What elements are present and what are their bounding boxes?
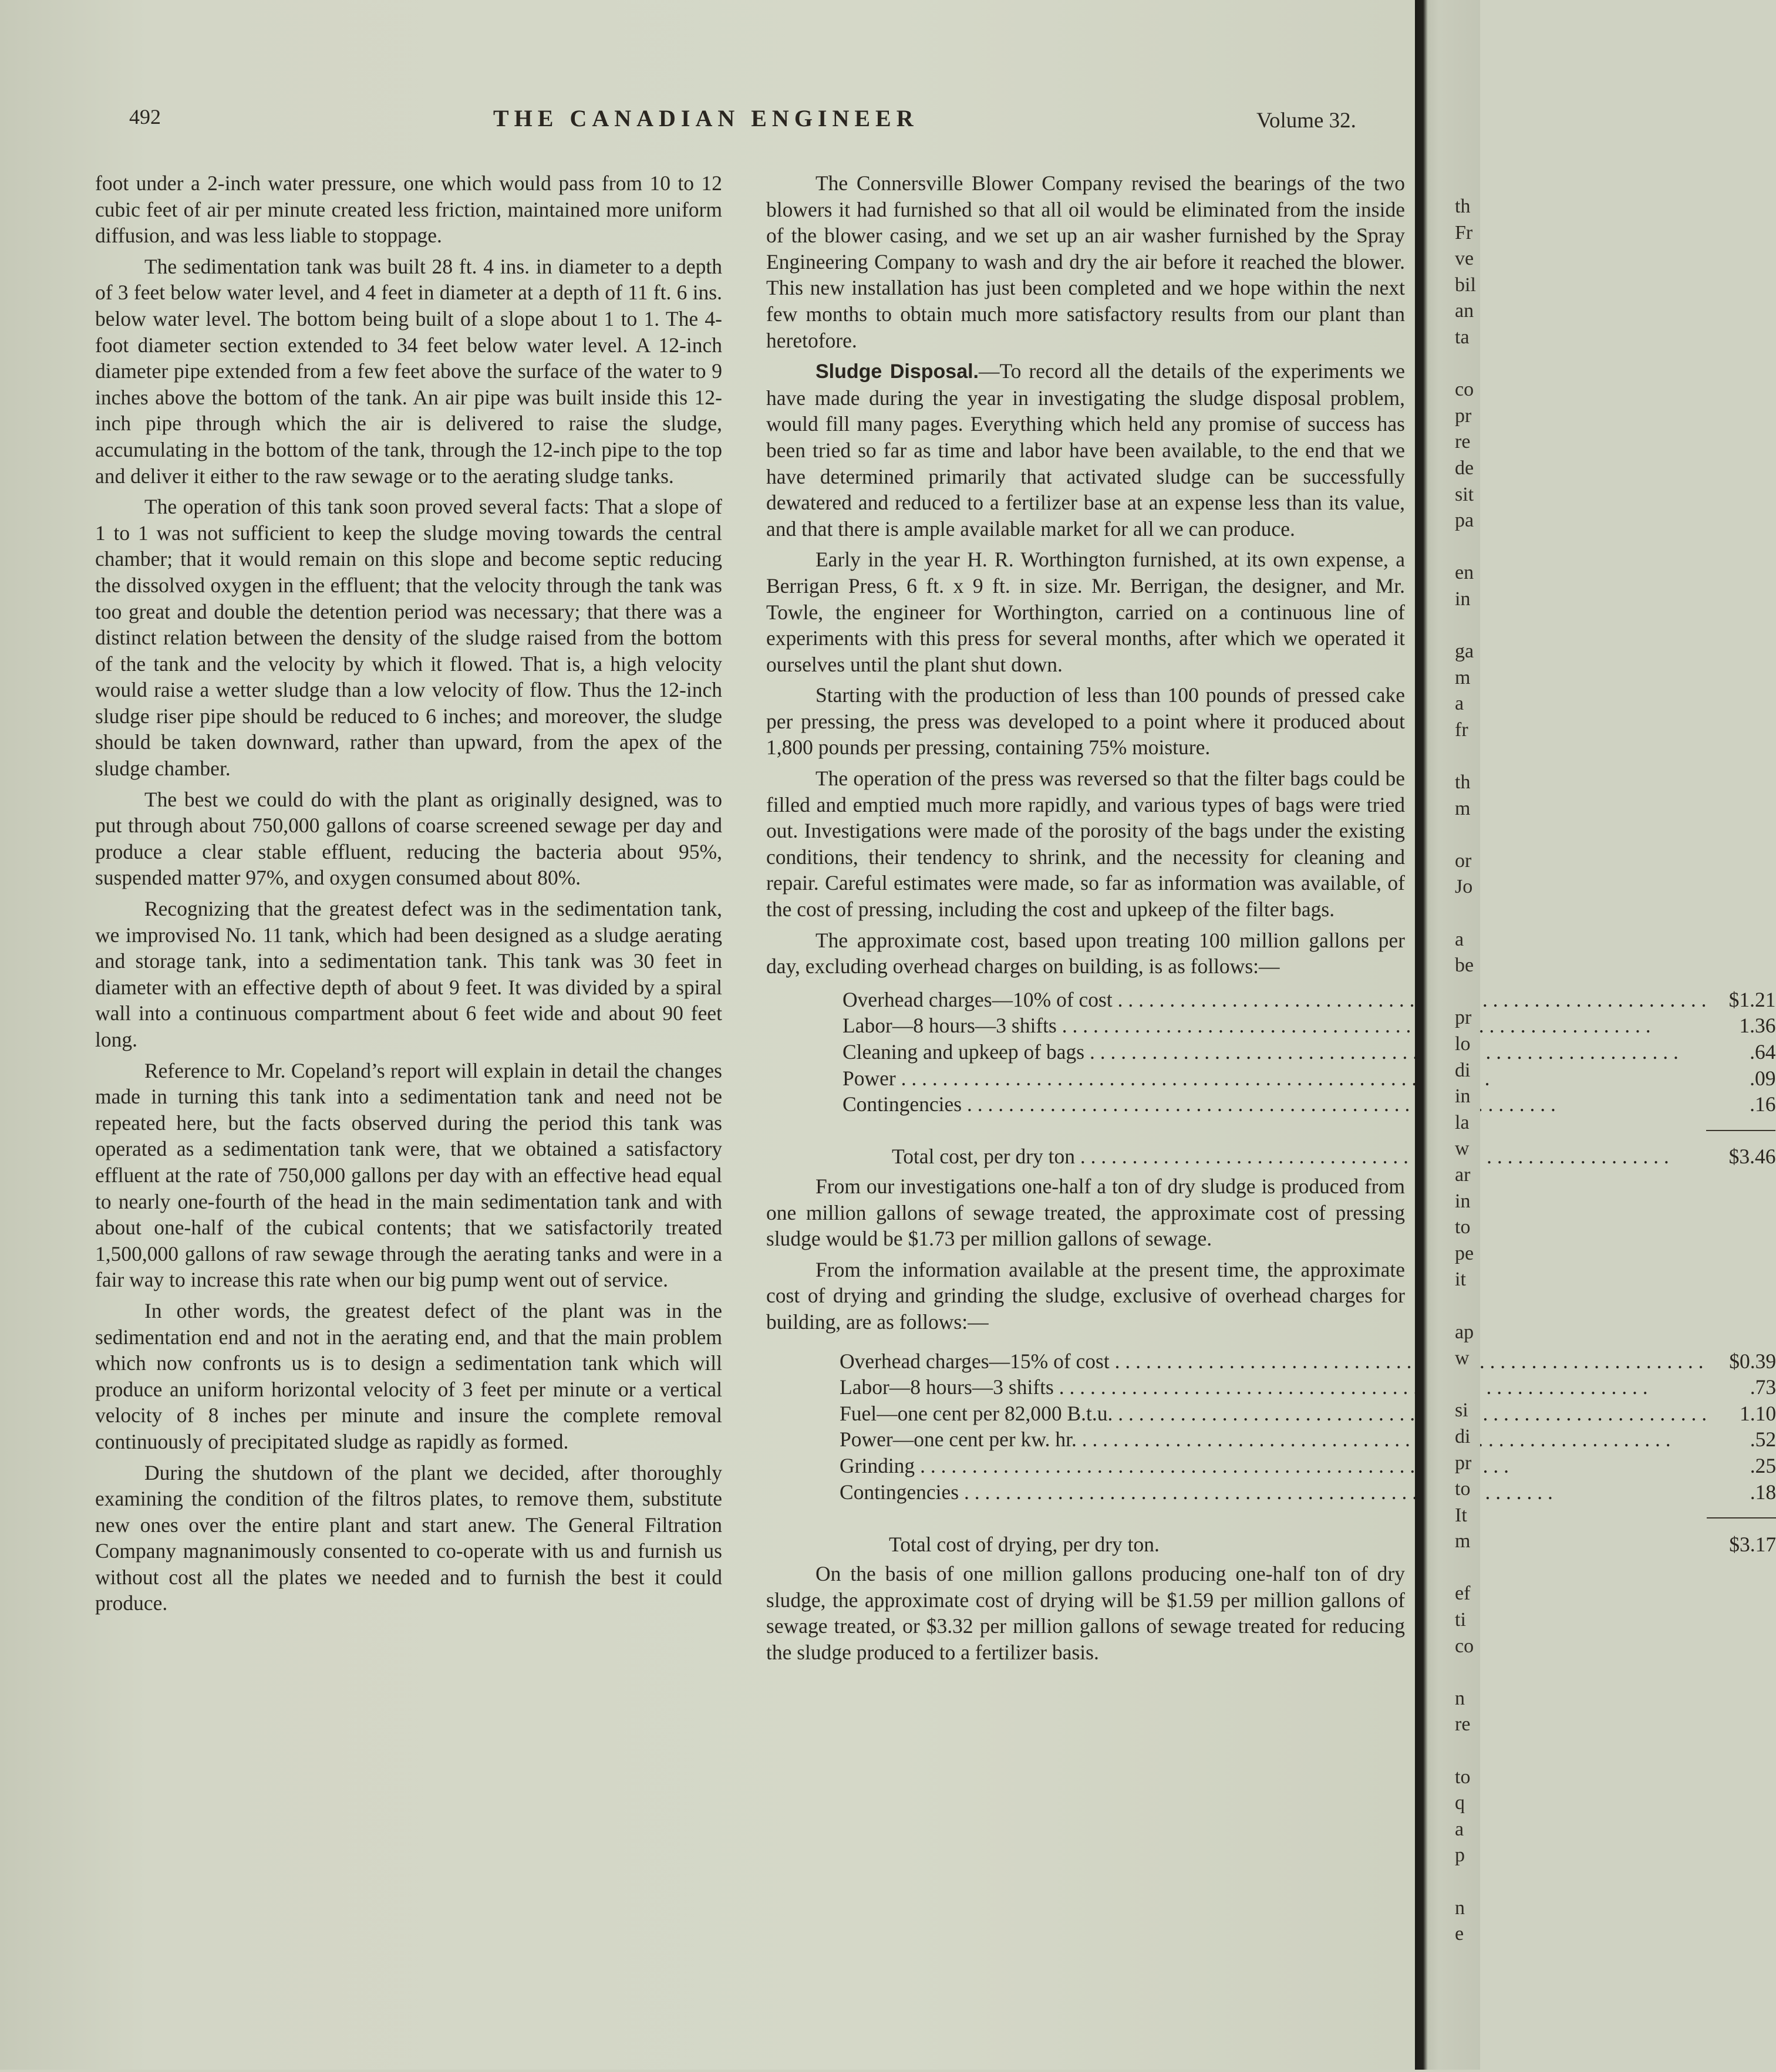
cost-item-amount: .25: [1750, 1453, 1776, 1477]
cost-item-label: Labor—8 hours—3 shifts: [842, 1014, 1057, 1038]
edge-fragment: ap: [1455, 1321, 1474, 1343]
paragraph: On the basis of one million gallons producing one-half ton of dry sludge, the approximate cost of drying will be $1.59 per million gallons of sewage treated, or $3.32 per million gallons of sewage treated for reducing the sludge produced to a fertilizer basis.: [766, 1562, 1405, 1665]
cost-item-amount: $1.21: [1728, 987, 1776, 1011]
total-rule: [842, 1118, 1775, 1144]
edge-fragment: pr: [1455, 404, 1472, 427]
volume-label: Volume 32.: [1256, 109, 1356, 133]
edge-fragment: [1455, 900, 1480, 927]
paragraph: The Connersville Blower Company revised the bearings of the two blowers it had furnished so that all oil would be eliminated from the inside of the blower casing, and we set up an air washer furnished by the Spray Engineering Company to wash and dry the air before it reached the blower. This new installation has just been completed and we hope within the next few months to obtain much more satisfactory results from our plant than heretofore.: [766, 171, 1405, 352]
edge-fragment: [1455, 822, 1480, 848]
edge-fragment: th: [1455, 195, 1471, 217]
edge-fragment: pr: [1455, 1452, 1472, 1474]
table-row: [842, 987, 1775, 1013]
leader-dots: [1110, 1349, 1704, 1373]
edge-fragment: fr: [1455, 718, 1468, 741]
edge-fragment: pe: [1455, 1242, 1474, 1264]
paragraph: The operation of the press was reversed so that the filter bags could be filled and emptied much more rapidly, and various types of bags were tried out. Investigations were made of the porosity of the bags under the existing conditions, their tendency to shrink, and the necessity for cleaning and repair. Careful estimates were made, so far as information was available, of the cost of pressing, including the cost and upkeep of the filter bags.: [766, 767, 1405, 922]
edge-fragment: ta: [1455, 326, 1470, 348]
section-heading: Sludge Disposal.: [815, 360, 979, 383]
edge-fragment: m: [1455, 1530, 1471, 1553]
edge-fragment: a: [1455, 693, 1464, 715]
leader-dots: [1113, 988, 1707, 1011]
edge-fragment: m: [1455, 666, 1471, 689]
edge-fragment: [1455, 613, 1480, 639]
cost-item-label: Overhead charges—15% of cost: [840, 1349, 1110, 1373]
total-amount: $3.46: [1728, 1145, 1776, 1169]
table-row: [840, 1479, 1776, 1506]
total-rule: [840, 1505, 1776, 1531]
paragraph: From our investigations one-half a ton of dry sludge is produced from one million gallons of sewage treated, the approximate cost of pressing sludge would be $1.73 per million gallons of sewage.: [766, 1174, 1405, 1251]
total-label: Total cost, per dry ton: [892, 1145, 1076, 1169]
edge-fragment: q: [1455, 1792, 1465, 1814]
edge-fragment: ve: [1455, 248, 1474, 270]
edge-fragment: m: [1455, 797, 1471, 819]
edge-fragment: [1455, 534, 1480, 561]
edge-fragment: be: [1455, 954, 1474, 977]
edge-fragment: w: [1455, 1138, 1470, 1160]
edge-fragment: sit: [1455, 483, 1474, 505]
paragraph: Recognizing that the greatest defect was in the sedimentation tank, we improvised No. 11 tank, which had been designed as a sludge aerating and storage tank, into a sedimentation tank. This tank was 30 feet in diameter with an effective depth of about 9 feet. It was divided by a spiral wall into a continuous compartment about 6 feet wide and about 90 feet long.: [95, 897, 722, 1051]
edge-fragment: ga: [1455, 640, 1474, 663]
cost-item-amount: 1.10: [1740, 1401, 1776, 1425]
table-row: [842, 1091, 1775, 1118]
edge-fragment: di: [1455, 1059, 1471, 1081]
edge-fragment: co: [1455, 379, 1474, 401]
cost-item-amount: .09: [1750, 1066, 1776, 1090]
paragraph: During the shutdown of the plant we decided, after thoroughly examining the condition of the filtros plates, to remove them, substitute new ones over the entire plant and start anew. The General Filtration Company magnanimously consented to co-operate with us and furnish us without cost all the plates we needed and to furnish the best it could produce.: [95, 1460, 722, 1615]
paragraph: Early in the year H. R. Worthington furnished, at its own expense, a Berrigan Press, 6 ft. x 9 ft. in size. Mr. Berrigan, the designer, and Mr. Towle, the engineer for Worthington, carried on a continuous line of experiments with this press for several months, after which we operated it ourselves until the plant shut down.: [766, 548, 1405, 676]
edge-fragment: bil: [1455, 274, 1476, 296]
edge-fragment: [1455, 1293, 1480, 1320]
total-row: [840, 1531, 1776, 1558]
edge-fragment: It: [1455, 1504, 1467, 1526]
cost-item-label: Contingencies: [840, 1480, 959, 1504]
total-amount: $3.17: [1729, 1532, 1776, 1556]
edge-fragment: [1455, 1738, 1480, 1764]
edge-fragment: in: [1455, 1190, 1471, 1212]
paragraph: Starting with the production of less than 100 pounds of pressed cake per pressing, the press was developed to a point where it produced about 1,800 pounds per pressing, containing 75% moisture.: [766, 683, 1405, 760]
edge-fragment: Fr: [1455, 221, 1473, 244]
edge-fragment: [1455, 1869, 1480, 1895]
cost-item-amount: 1.36: [1739, 1014, 1776, 1038]
table-row: [842, 1065, 1775, 1092]
table-row: [842, 1039, 1775, 1065]
edge-fragment: Jo: [1455, 876, 1473, 898]
running-header: [0, 104, 1480, 151]
cost-item-label: Fuel—one cent per 82,000 B.t.u.: [840, 1401, 1113, 1425]
edge-fragment: co: [1455, 1635, 1474, 1657]
paragraph: From the information available at the present time, the approximate cost of drying and grinding the sludge, exclusive of overhead charges for building, are as follows:—: [766, 1257, 1405, 1334]
paragraph: [766, 358, 1405, 542]
edge-fragment: di: [1455, 1425, 1471, 1447]
edge-fragment: la: [1455, 1111, 1470, 1133]
left-column: [95, 170, 722, 1617]
cost-item-label: Overhead charges—10% of cost: [842, 987, 1113, 1011]
paragraph: In other words, the greatest defect of the plant was in the sedimentation end and not in the aerating end, and that the main problem which now confronts us is to design a sedimentation tank which will produce an uniform horizontal velocity of 3 feet per minute or a vertical velocity of 8 inches per minute and insure the complete removal continuously of precipitated sludge as rapidly as formed.: [95, 1298, 722, 1453]
leader-dots: [1057, 1014, 1651, 1037]
page-number: 492: [129, 105, 161, 129]
paragraph: foot under a 2-inch water pressure, one which would pass from 10 to 12 cubic feet of air per minute created less friction, maintained more uniform diffusion, and was less liable to stoppage.: [95, 171, 722, 248]
edge-fragment: ef: [1455, 1582, 1471, 1605]
cost-item-amount: .16: [1750, 1092, 1776, 1116]
edge-fragment: p: [1455, 1844, 1465, 1867]
facing-page-edge-text: [1455, 194, 1480, 2072]
edge-fragment: pr: [1455, 1007, 1472, 1029]
edge-fragment: w: [1455, 1347, 1470, 1369]
drying-cost-table: [840, 1348, 1776, 1558]
paragraph: The sedimentation tank was built 28 ft. 4 ins. in diameter to a depth of 3 feet below water level, and 4 feet in diameter at a depth of 11 ft. 6 ins. below water level. The bottom being built of a slope about 1 to 1. The 4-foot diameter section extended to 34 feet below water level. A 12-inch diameter pipe extended from a few feet above the surface of the water to 9 inches above the bottom of the tank. An air pipe was built inside this 12-inch pipe through which the air is delivered to raise the sludge, accumulating in the bottom of the tank, through the 12-inch pipe to the top and deliver it either to the raw sewage or to the aerating sludge tanks.: [95, 254, 722, 488]
cost-item-amount: .52: [1750, 1428, 1776, 1452]
leader-dots: [896, 1067, 1490, 1090]
rule-line: [1707, 1517, 1776, 1518]
table-row: [842, 1013, 1775, 1039]
edge-fragment: en: [1455, 562, 1474, 584]
cost-item-amount: .73: [1750, 1375, 1776, 1399]
pressing-cost-table: [842, 987, 1775, 1170]
edge-fragment: it: [1455, 1268, 1466, 1291]
edge-fragment: [1455, 351, 1480, 377]
edge-fragment: to: [1455, 1478, 1471, 1500]
edge-fragment: pa: [1455, 509, 1474, 532]
rule-line: [1706, 1130, 1775, 1131]
edge-fragment: th: [1455, 771, 1471, 794]
edge-fragment: an: [1455, 300, 1474, 322]
table-row: [840, 1401, 1776, 1427]
edge-fragment: [1455, 1659, 1480, 1686]
edge-fragment: re: [1455, 431, 1471, 453]
edge-fragment: [1455, 743, 1480, 770]
paragraph: Reference to Mr. Copeland’s report will explain in detail the changes made in turning this tank into a sedimentation tank and need not be repeated here, but the facts observed during the period this tank was operated as a sedimentation tank were, that we obtained a satisfactory effluent at the rate of 750,000 gallons per day with an effective head equal to nearly one-fourth of the head in the main sedimentation tank and with about one-half of the cubical contents; that we satisfactorily treated 1,500,000 gallons of raw sewage through the aerating tanks and were in a fair way to increase this rate when our big pump went out of service.: [95, 1058, 722, 1292]
edge-fragment: to: [1455, 1766, 1471, 1788]
total-row: [842, 1143, 1775, 1170]
edge-fragment: [1455, 1555, 1480, 1581]
edge-fragment: in: [1455, 588, 1471, 610]
paragraph: The approximate cost, based upon treating 100 million gallons per day, excluding overhead charges on building, is as follows:—: [766, 928, 1405, 978]
edge-fragment: a: [1455, 928, 1464, 950]
cost-item-label: Labor—8 hours—3 shifts: [840, 1375, 1054, 1399]
edge-fragment: a: [1455, 1818, 1464, 1840]
cost-item-label: Cleaning and upkeep of bags: [842, 1040, 1085, 1064]
edge-fragment: in: [1455, 1085, 1471, 1108]
edge-fragment: n: [1455, 1896, 1465, 1919]
cost-item-amount: .64: [1750, 1040, 1776, 1064]
leader-dots: [1077, 1428, 1671, 1451]
edge-fragment: si: [1455, 1399, 1468, 1422]
leader-dots: [1113, 1402, 1707, 1425]
edge-fragment: re: [1455, 1713, 1471, 1736]
paragraph: The best we could do with the plant as originally designed, was to put through about 750,000 gallons of coarse screened sewage per day and produce a clear stable effluent, reducing the bacteria about 95%, suspended matter 97%, and oxygen consumed about 80%.: [95, 787, 722, 890]
leader-dots: [1054, 1375, 1648, 1399]
leader-dots: [1084, 1040, 1679, 1064]
table-row: [840, 1453, 1776, 1479]
edge-fragment: lo: [1455, 1033, 1471, 1055]
edge-fragment: e: [1455, 1923, 1464, 1945]
edge-fragment: n: [1455, 1687, 1465, 1709]
cost-item-label: Power—one cent per kw. hr.: [840, 1428, 1077, 1452]
edge-fragment: ti: [1455, 1609, 1466, 1631]
edge-fragment: [1455, 1372, 1480, 1398]
cost-item-label: Power: [842, 1066, 896, 1090]
total-label: Total cost of drying, per dry ton.: [889, 1532, 1160, 1556]
table-row: [840, 1426, 1776, 1453]
table-row: [840, 1374, 1776, 1401]
paragraph: The operation of this tank soon proved several facts: That a slope of 1 to 1 was not sufficient to keep the sludge moving towards the central chamber; that it would remain on this slope and become septic reducing the dissolved oxygen in the effluent; that the velocity through the tank was too great and double the detention period was necessary; that there was a distinct relation between the density of the sludge raised from the bottom of the tank and the velocity by which it flowed. That is, a high velocity would raise a wetter sludge than a low velocity of flow. Thus the 12-inch sludge riser pipe should be reduced to 6 inches; and moreover, the sludge should be taken downward, rather than upward, from the apex of the sludge chamber.: [95, 495, 722, 781]
edge-fragment: de: [1455, 457, 1474, 479]
cost-item-amount: $0.39: [1729, 1349, 1776, 1373]
edge-fragment: ar: [1455, 1163, 1471, 1186]
table-row: [840, 1348, 1776, 1375]
cost-item-label: Grinding: [840, 1453, 915, 1477]
cost-item-label: Contingencies: [842, 1092, 962, 1116]
edge-fragment: or: [1455, 849, 1472, 872]
edge-fragment: to: [1455, 1216, 1471, 1239]
journal-title: THE CANADIAN ENGINEER: [493, 105, 919, 131]
cost-item-amount: .18: [1750, 1480, 1776, 1504]
paragraph-text: —To record all the details of the experiments we have made during the year in investigating the sludge disposal problem, would fill many pages. Everything which held any promise of success has been tried so far as time and labor have been available, to the end that we have determined primarily that activated sludge can be successfully dewatered and reduced to a fertilizer base at an expense less than its value, and that there is ample available market for all we can produce.: [766, 359, 1405, 541]
edge-fragment: [1455, 979, 1480, 1005]
leader-dots: [1075, 1145, 1669, 1168]
